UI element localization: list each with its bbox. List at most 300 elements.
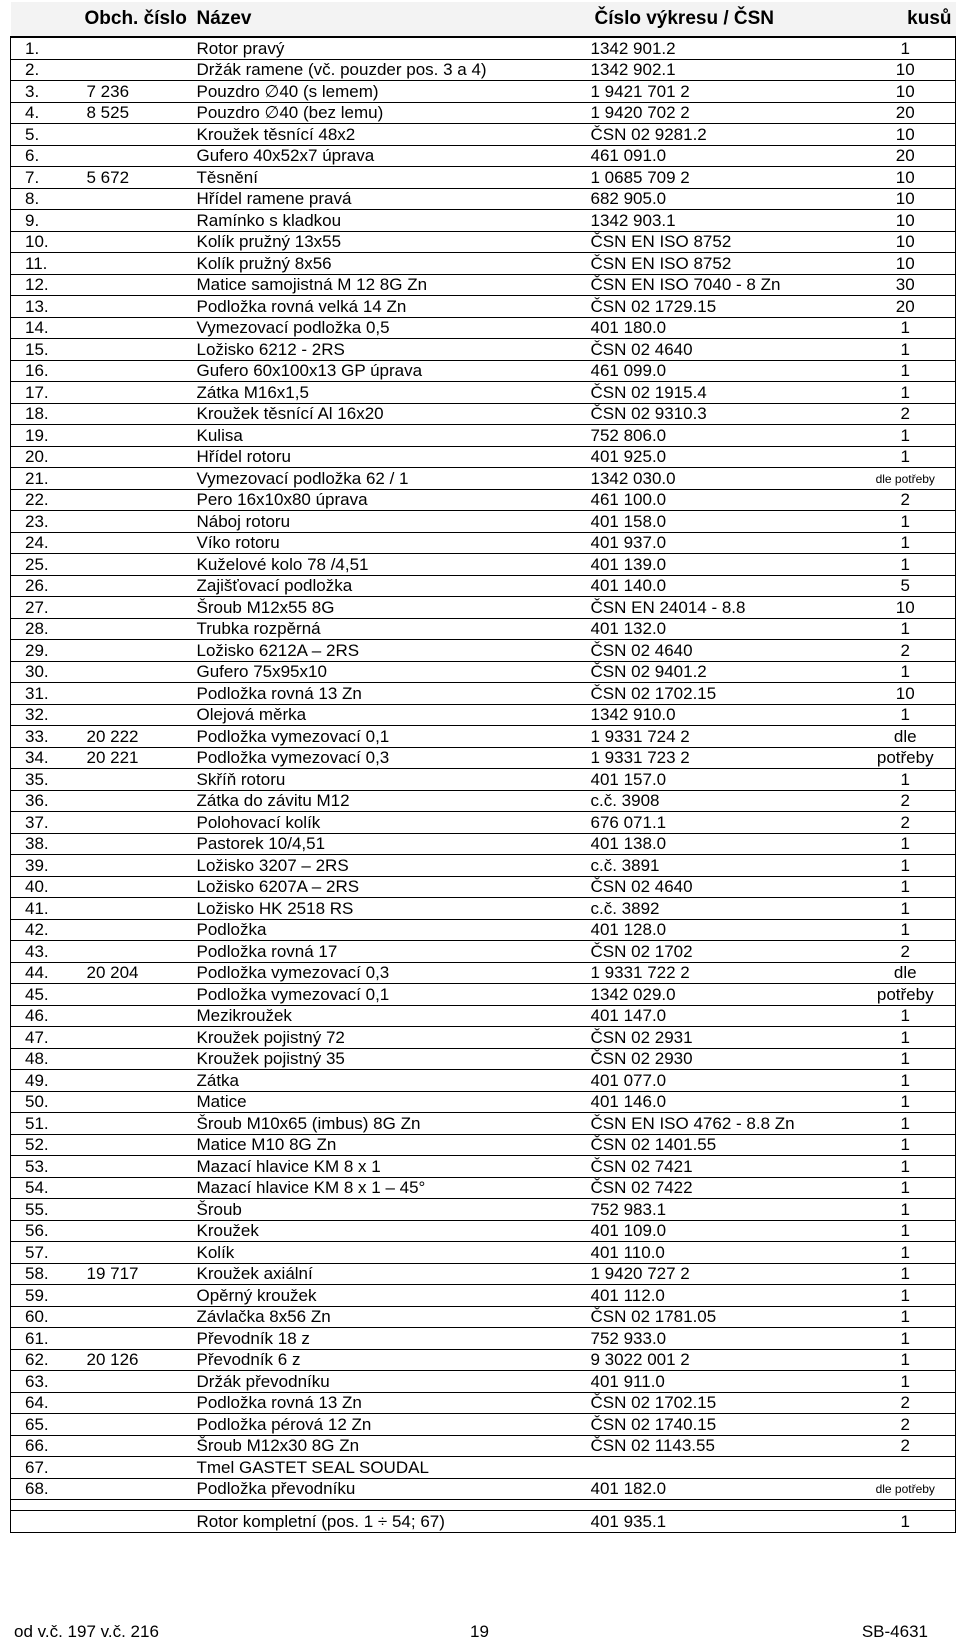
order-number-cell — [81, 1048, 193, 1070]
position-cell: 38. — [11, 833, 81, 855]
position-cell: 30. — [11, 661, 81, 683]
order-number-cell — [81, 704, 193, 726]
position-cell — [11, 1511, 81, 1533]
name-cell: Podložka rovná 13 Zn — [193, 1392, 591, 1414]
position-cell: 7. — [11, 167, 81, 189]
order-number-cell — [81, 1070, 193, 1092]
drawing-number-cell: 1342 901.2 — [591, 37, 856, 59]
total-row — [11, 1511, 956, 1533]
name-cell: Podložka vymezovací 0,3 — [193, 962, 591, 984]
drawing-number-cell: 1342 910.0 — [591, 704, 856, 726]
position-cell: 3. — [11, 81, 81, 103]
drawing-number-cell: 401 180.0 — [591, 317, 856, 339]
order-number-cell — [81, 210, 193, 232]
position-cell: 55. — [11, 1199, 81, 1221]
quantity-cell: 1 — [856, 554, 956, 576]
name-cell: Pouzdro ∅40 (bez lemu) — [193, 102, 591, 124]
position-cell: 36. — [11, 790, 81, 812]
quantity-cell: 1 — [856, 1091, 956, 1113]
quantity-cell: 1 — [856, 1306, 956, 1328]
position-cell: 54. — [11, 1177, 81, 1199]
name-cell: Pouzdro ∅40 (s lemem) — [193, 81, 591, 103]
drawing-number-cell: 401 077.0 — [591, 1070, 856, 1092]
name-cell: Ložisko 6212A – 2RS — [193, 640, 591, 662]
position-cell: 33. — [11, 726, 81, 748]
table-row — [11, 876, 956, 898]
quantity-cell: 1 — [856, 317, 956, 339]
order-number-cell — [81, 489, 193, 511]
header-position — [11, 2, 81, 37]
position-cell: 59. — [11, 1285, 81, 1307]
quantity-cell: 1 — [856, 704, 956, 726]
position-cell: 65. — [11, 1414, 81, 1436]
position-cell: 10. — [11, 231, 81, 253]
order-number-cell — [81, 769, 193, 791]
order-number-cell — [81, 1328, 193, 1350]
order-number-cell — [81, 876, 193, 898]
table-row — [11, 941, 956, 963]
footer-page-number: 19 — [470, 1622, 489, 1641]
order-number-cell — [81, 1134, 193, 1156]
position-cell: 35. — [11, 769, 81, 791]
spacer-cell — [591, 1500, 856, 1511]
table-row — [11, 446, 956, 468]
drawing-number-cell — [591, 1457, 856, 1479]
quantity-cell: 10 — [856, 81, 956, 103]
table-row — [11, 1328, 956, 1350]
quantity-cell: 2 — [856, 489, 956, 511]
quantity-cell: 2 — [856, 1414, 956, 1436]
quantity-cell: 1 — [856, 1134, 956, 1156]
order-number-cell — [81, 446, 193, 468]
order-number-cell — [81, 898, 193, 920]
name-cell: Olejová měrka — [193, 704, 591, 726]
name-cell: Rotor pravý — [193, 37, 591, 59]
table-row — [11, 554, 956, 576]
quantity-cell: 10 — [856, 253, 956, 275]
order-number-cell — [81, 683, 193, 705]
drawing-number-cell: 401 937.0 — [591, 532, 856, 554]
position-cell: 66. — [11, 1435, 81, 1457]
name-cell: Ložisko 6212 - 2RS — [193, 339, 591, 361]
spacer-cell — [81, 1500, 193, 1511]
name-cell: Kroužek — [193, 1220, 591, 1242]
drawing-number-cell: ČSN EN ISO 7040 - 8 Zn — [591, 274, 856, 296]
table-row — [11, 489, 956, 511]
position-cell: 9. — [11, 210, 81, 232]
name-cell: Podložka rovná velká 14 Zn — [193, 296, 591, 318]
footer-range: od v.č. 197 v.č. 216 — [14, 1622, 159, 1641]
quantity-cell: 5 — [856, 575, 956, 597]
name-cell: Tmel GASTET SEAL SOUDAL — [193, 1457, 591, 1479]
order-number-cell — [81, 296, 193, 318]
order-number-cell — [81, 1113, 193, 1135]
name-cell: Hřídel rotoru — [193, 446, 591, 468]
position-cell: 34. — [11, 747, 81, 769]
name-cell: Šroub M10x65 (imbus) 8G Zn — [193, 1113, 591, 1135]
quantity-cell: 10 — [856, 167, 956, 189]
quantity-cell: 1 — [856, 511, 956, 533]
quantity-cell: 1 — [856, 876, 956, 898]
name-cell: Víko rotoru — [193, 532, 591, 554]
order-number-cell — [81, 274, 193, 296]
position-cell: 13. — [11, 296, 81, 318]
order-number-cell — [81, 1478, 193, 1500]
quantity-cell: 20 — [856, 102, 956, 124]
position-cell: 64. — [11, 1392, 81, 1414]
drawing-number-cell: c.č. 3892 — [591, 898, 856, 920]
table-row — [11, 1070, 956, 1092]
table-row — [11, 339, 956, 361]
parts-table-body — [11, 37, 956, 1532]
name-cell: Gufero 60x100x13 GP úprava — [193, 360, 591, 382]
position-cell: 51. — [11, 1113, 81, 1135]
drawing-number-cell: 401 139.0 — [591, 554, 856, 576]
name-cell: Pastorek 10/4,51 — [193, 833, 591, 855]
order-number-cell — [81, 618, 193, 640]
drawing-number-cell: 401 157.0 — [591, 769, 856, 791]
order-number-cell — [81, 382, 193, 404]
table-row — [11, 81, 956, 103]
table-row — [11, 1177, 956, 1199]
table-row — [11, 962, 956, 984]
table-row — [11, 984, 956, 1006]
quantity-cell: 10 — [856, 210, 956, 232]
table-row — [11, 167, 956, 189]
position-cell: 20. — [11, 446, 81, 468]
order-number-cell — [81, 575, 193, 597]
position-cell: 43. — [11, 941, 81, 963]
name-cell: Mazací hlavice KM 8 x 1 — [193, 1156, 591, 1178]
name-cell: Převodník 18 z — [193, 1328, 591, 1350]
order-number-cell — [81, 1005, 193, 1027]
position-cell: 15. — [11, 339, 81, 361]
header-quantity: kusů — [856, 2, 956, 37]
drawing-number-cell: 752 983.1 — [591, 1199, 856, 1221]
position-cell: 31. — [11, 683, 81, 705]
drawing-number-cell: ČSN 02 1915.4 — [591, 382, 856, 404]
order-number-cell — [81, 812, 193, 834]
table-row — [11, 1005, 956, 1027]
quantity-cell: 1 — [856, 1113, 956, 1135]
spacer-row — [11, 1500, 956, 1511]
order-number-cell: 5 672 — [81, 167, 193, 189]
table-row — [11, 425, 956, 447]
spacer-cell — [193, 1500, 591, 1511]
order-number-cell — [81, 145, 193, 167]
position-cell: 5. — [11, 124, 81, 146]
quantity-cell: dle — [856, 726, 956, 748]
position-cell: 18. — [11, 403, 81, 425]
order-number-cell: 20 221 — [81, 747, 193, 769]
name-cell: Zátka M16x1,5 — [193, 382, 591, 404]
drawing-number-cell: ČSN 02 4640 — [591, 640, 856, 662]
table-row — [11, 575, 956, 597]
parts-table — [10, 2, 956, 1533]
order-number-cell — [81, 231, 193, 253]
order-number-cell — [81, 1414, 193, 1436]
quantity-cell: 1 — [856, 1070, 956, 1092]
quantity-cell: 1 — [856, 833, 956, 855]
drawing-number-cell: 1 9420 727 2 — [591, 1263, 856, 1285]
name-cell: Trubka rozpěrná — [193, 618, 591, 640]
drawing-number-cell: ČSN 02 1702 — [591, 941, 856, 963]
position-cell: 16. — [11, 360, 81, 382]
table-row — [11, 1435, 956, 1457]
name-cell: Kolík pružný 13x55 — [193, 231, 591, 253]
name-cell: Polohovací kolík — [193, 812, 591, 834]
table-row — [11, 640, 956, 662]
quantity-cell: 30 — [856, 274, 956, 296]
quantity-cell: 1 — [856, 1242, 956, 1264]
name-cell: Opěrný kroužek — [193, 1285, 591, 1307]
quantity-cell: 2 — [856, 790, 956, 812]
quantity-cell — [856, 1457, 956, 1479]
drawing-number-cell: ČSN 02 4640 — [591, 339, 856, 361]
order-number-cell — [81, 790, 193, 812]
name-cell: Matice samojistná M 12 8G Zn — [193, 274, 591, 296]
name-cell: Kuželové kolo 78 /4,51 — [193, 554, 591, 576]
quantity-cell: 1 — [856, 1048, 956, 1070]
table-row — [11, 1285, 956, 1307]
order-number-cell — [81, 124, 193, 146]
position-cell: 67. — [11, 1457, 81, 1479]
position-cell: 17. — [11, 382, 81, 404]
drawing-number-cell: 1342 903.1 — [591, 210, 856, 232]
table-row — [11, 618, 956, 640]
table-row — [11, 511, 956, 533]
table-row — [11, 855, 956, 877]
position-cell: 26. — [11, 575, 81, 597]
name-cell: Kroužek těsnící Al 16x20 — [193, 403, 591, 425]
order-number-cell — [81, 919, 193, 941]
table-row — [11, 898, 956, 920]
table-row — [11, 1091, 956, 1113]
name-cell: Pero 16x10x80 úprava — [193, 489, 591, 511]
table-row — [11, 1113, 956, 1135]
order-number-cell — [81, 554, 193, 576]
quantity-cell: dle potřeby — [856, 1478, 956, 1500]
position-cell: 50. — [11, 1091, 81, 1113]
table-row — [11, 919, 956, 941]
table-row — [11, 1048, 956, 1070]
drawing-number-cell: ČSN 02 1702.15 — [591, 1392, 856, 1414]
order-number-cell — [81, 855, 193, 877]
quantity-cell: 20 — [856, 145, 956, 167]
quantity-cell: 1 — [856, 339, 956, 361]
quantity-cell: 1 — [856, 1177, 956, 1199]
drawing-number-cell: ČSN 02 1729.15 — [591, 296, 856, 318]
quantity-cell: 10 — [856, 124, 956, 146]
drawing-number-cell: ČSN 02 2930 — [591, 1048, 856, 1070]
drawing-number-cell: 1 9420 702 2 — [591, 102, 856, 124]
order-number-cell — [81, 1091, 193, 1113]
order-number-cell — [81, 984, 193, 1006]
table-row — [11, 532, 956, 554]
order-number-cell — [81, 1156, 193, 1178]
table-row — [11, 1306, 956, 1328]
drawing-number-cell: 461 100.0 — [591, 489, 856, 511]
quantity-cell: 1 — [856, 425, 956, 447]
position-cell: 4. — [11, 102, 81, 124]
quantity-cell: 2 — [856, 403, 956, 425]
position-cell: 8. — [11, 188, 81, 210]
quantity-cell: 1 — [856, 1511, 956, 1533]
order-number-cell — [81, 1306, 193, 1328]
order-number-cell — [81, 188, 193, 210]
name-cell: Skříň rotoru — [193, 769, 591, 791]
position-cell: 62. — [11, 1349, 81, 1371]
name-cell: Podložka — [193, 919, 591, 941]
quantity-cell: 1 — [856, 1005, 956, 1027]
drawing-number-cell: 1 0685 709 2 — [591, 167, 856, 189]
drawing-number-cell: 401 182.0 — [591, 1478, 856, 1500]
quantity-cell: 1 — [856, 1263, 956, 1285]
table-row — [11, 1156, 956, 1178]
table-row — [11, 468, 956, 490]
quantity-cell: 1 — [856, 1199, 956, 1221]
order-number-cell: 8 525 — [81, 102, 193, 124]
order-number-cell — [81, 1242, 193, 1264]
drawing-number-cell: c.č. 3908 — [591, 790, 856, 812]
order-number-cell: 7 236 — [81, 81, 193, 103]
name-cell: Rotor kompletní (pos. 1 ÷ 54; 67) — [193, 1511, 591, 1533]
header-drawing-number: Číslo výkresu / ČSN — [591, 2, 856, 37]
table-row — [11, 1220, 956, 1242]
order-number-cell — [81, 1371, 193, 1393]
name-cell: Zátka do závitu M12 — [193, 790, 591, 812]
quantity-cell: 1 — [856, 898, 956, 920]
drawing-number-cell: ČSN EN ISO 4762 - 8.8 Zn — [591, 1113, 856, 1135]
order-number-cell — [81, 59, 193, 81]
drawing-number-cell: ČSN 02 9401.2 — [591, 661, 856, 683]
quantity-cell: 10 — [856, 683, 956, 705]
order-number-cell — [81, 941, 193, 963]
position-cell: 49. — [11, 1070, 81, 1092]
name-cell: Ramínko s kladkou — [193, 210, 591, 232]
name-cell: Zátka — [193, 1070, 591, 1092]
table-row — [11, 1478, 956, 1500]
drawing-number-cell: 1 9331 723 2 — [591, 747, 856, 769]
name-cell: Podložka pérová 12 Zn — [193, 1414, 591, 1436]
name-cell: Kroužek pojistný 72 — [193, 1027, 591, 1049]
position-cell: 12. — [11, 274, 81, 296]
quantity-cell: potřeby — [856, 747, 956, 769]
order-number-cell — [81, 511, 193, 533]
table-row — [11, 231, 956, 253]
table-row — [11, 124, 956, 146]
drawing-number-cell: 682 905.0 — [591, 188, 856, 210]
drawing-number-cell: 752 933.0 — [591, 1328, 856, 1350]
quantity-cell: 1 — [856, 1328, 956, 1350]
drawing-number-cell: 401 138.0 — [591, 833, 856, 855]
position-cell: 1. — [11, 37, 81, 59]
position-cell: 37. — [11, 812, 81, 834]
quantity-cell: 1 — [856, 855, 956, 877]
name-cell: Hřídel ramene pravá — [193, 188, 591, 210]
position-cell: 21. — [11, 468, 81, 490]
name-cell: Těsnění — [193, 167, 591, 189]
drawing-number-cell: ČSN 02 2931 — [591, 1027, 856, 1049]
name-cell: Podložka převodníku — [193, 1478, 591, 1500]
table-row — [11, 1457, 956, 1479]
quantity-cell: 1 — [856, 919, 956, 941]
table-row — [11, 790, 956, 812]
quantity-cell: dle potřeby — [856, 468, 956, 490]
name-cell: Šroub M12x55 8G — [193, 597, 591, 619]
quantity-cell: 10 — [856, 231, 956, 253]
table-row — [11, 1392, 956, 1414]
position-cell: 60. — [11, 1306, 81, 1328]
drawing-number-cell: ČSN 02 1702.15 — [591, 683, 856, 705]
drawing-number-cell: 401 128.0 — [591, 919, 856, 941]
spacer-cell — [11, 1500, 81, 1511]
name-cell: Kolík pružný 8x56 — [193, 253, 591, 275]
table-row — [11, 747, 956, 769]
position-cell: 22. — [11, 489, 81, 511]
table-row — [11, 661, 956, 683]
name-cell: Ložisko HK 2518 RS — [193, 898, 591, 920]
name-cell: Podložka vymezovací 0,3 — [193, 747, 591, 769]
quantity-cell: 1 — [856, 532, 956, 554]
quantity-cell: 1 — [856, 618, 956, 640]
table-row — [11, 210, 956, 232]
drawing-number-cell: 401 925.0 — [591, 446, 856, 468]
position-cell: 14. — [11, 317, 81, 339]
table-row — [11, 812, 956, 834]
name-cell: Šroub M12x30 8G Zn — [193, 1435, 591, 1457]
drawing-number-cell: ČSN 02 7422 — [591, 1177, 856, 1199]
table-row — [11, 1134, 956, 1156]
quantity-cell: 10 — [856, 188, 956, 210]
table-row — [11, 253, 956, 275]
name-cell: Podložka rovná 13 Zn — [193, 683, 591, 705]
quantity-cell: 1 — [856, 1027, 956, 1049]
table-row — [11, 597, 956, 619]
order-number-cell — [81, 1177, 193, 1199]
name-cell: Vymezovací podložka 62 / 1 — [193, 468, 591, 490]
quantity-cell: 1 — [856, 360, 956, 382]
drawing-number-cell: 461 099.0 — [591, 360, 856, 382]
position-cell: 63. — [11, 1371, 81, 1393]
header-order-number: Obch. číslo — [81, 2, 193, 37]
spacer-cell — [856, 1500, 956, 1511]
position-cell: 39. — [11, 855, 81, 877]
name-cell: Mezikroužek — [193, 1005, 591, 1027]
name-cell: Držák převodníku — [193, 1371, 591, 1393]
drawing-number-cell: ČSN 02 9310.3 — [591, 403, 856, 425]
name-cell: Gufero 40x52x7 úprava — [193, 145, 591, 167]
name-cell: Šroub — [193, 1199, 591, 1221]
table-row — [11, 1199, 956, 1221]
position-cell: 56. — [11, 1220, 81, 1242]
position-cell: 27. — [11, 597, 81, 619]
order-number-cell — [81, 425, 193, 447]
order-number-cell — [81, 1027, 193, 1049]
drawing-number-cell: ČSN EN 24014 - 8.8 — [591, 597, 856, 619]
order-number-cell — [81, 339, 193, 361]
order-number-cell: 20 126 — [81, 1349, 193, 1371]
drawing-number-cell: 401 146.0 — [591, 1091, 856, 1113]
drawing-number-cell: ČSN 02 7421 — [591, 1156, 856, 1178]
name-cell: Vymezovací podložka 0,5 — [193, 317, 591, 339]
position-cell: 47. — [11, 1027, 81, 1049]
drawing-number-cell: 401 140.0 — [591, 575, 856, 597]
order-number-cell — [81, 1511, 193, 1533]
order-number-cell — [81, 661, 193, 683]
order-number-cell — [81, 1435, 193, 1457]
position-cell: 28. — [11, 618, 81, 640]
